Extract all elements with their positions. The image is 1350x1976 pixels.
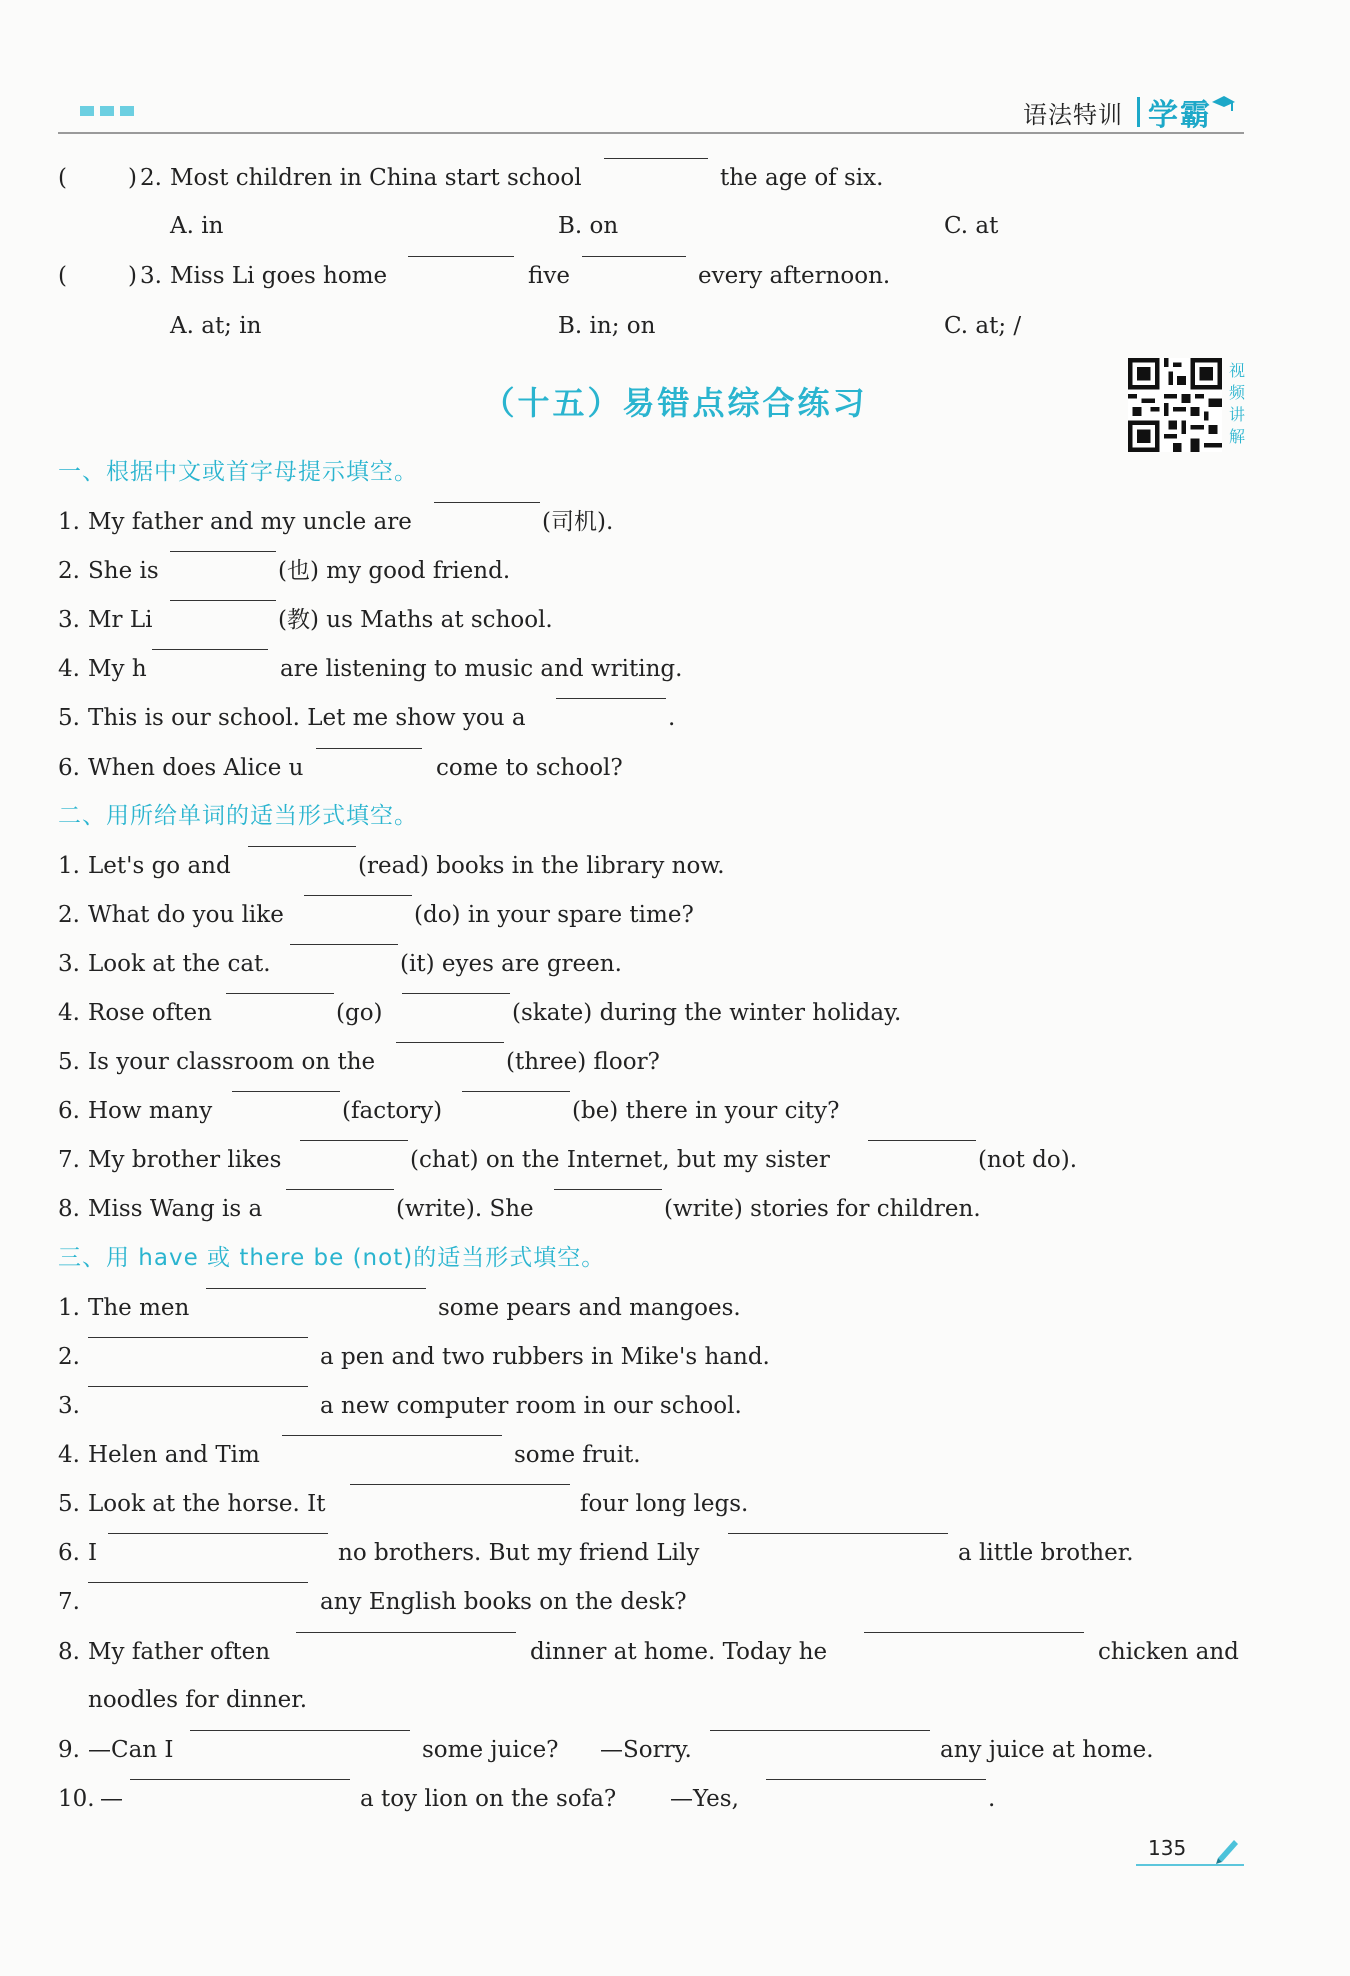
list-item: 3. Mr Li (教) us Maths at school. [0, 600, 1350, 640]
answer-blank[interactable] [170, 600, 276, 601]
answer-blank[interactable] [554, 1189, 662, 1190]
part3-heading: 三、用 have 或 there be (not)的适当形式填空。 [58, 1245, 606, 1271]
question-2: ( ) 2. Most children in China start school the age of six. [0, 158, 1350, 198]
answer-blank[interactable] [206, 1288, 426, 1289]
list-item: 2. What do you like (do) in your spare time? [0, 895, 1350, 935]
answer-blank[interactable] [190, 1730, 410, 1731]
list-item: 5. Look at the horse. It four long legs. [0, 1484, 1350, 1524]
list-item: 9. —Can I some juice? —Sorry. any juice at home. [0, 1730, 1350, 1770]
header-brand: 学霸 [1148, 98, 1212, 133]
pencil-icon [1212, 1834, 1242, 1864]
answer-blank[interactable] [170, 551, 276, 552]
list-item: 8. My father often dinner at home. Today he chicken and [0, 1632, 1350, 1672]
answer-blank[interactable] [232, 1091, 340, 1092]
list-item: 3. Look at the cat. (it) eyes are green. [0, 944, 1350, 984]
answer-blank[interactable] [864, 1632, 1084, 1633]
list-item: 10. — a toy lion on the sofa? —Yes, . [0, 1779, 1350, 1819]
list-item: 6. When does Alice u come to school? [0, 748, 1350, 788]
footer-rule [1136, 1864, 1244, 1866]
list-item: 4. Helen and Tim some fruit. [0, 1435, 1350, 1475]
answer-blank[interactable] [88, 1582, 308, 1583]
answer-blank[interactable] [604, 158, 708, 159]
list-item: 6. How many (factory) (be) there in your city? [0, 1091, 1350, 1131]
answer-blank[interactable] [766, 1779, 986, 1780]
section-title: （十五）易错点综合练习 [482, 384, 868, 422]
answer-blank[interactable] [88, 1386, 308, 1387]
list-item: 1. Let's go and (read) books in the library now. [0, 846, 1350, 886]
page-number: 135 [1148, 1836, 1187, 1860]
list-item: 8. Miss Wang is a (write). She (write) stories for children. [0, 1189, 1350, 1229]
answer-blank[interactable] [396, 1042, 504, 1043]
list-item: 1. My father and my uncle are (司机). [0, 502, 1350, 542]
answer-blank[interactable] [108, 1533, 328, 1534]
answer-blank[interactable] [286, 1189, 394, 1190]
list-item: 7. My brother likes (chat) on the Internet, but my sister (not do). [0, 1140, 1350, 1180]
page-header [58, 80, 1244, 134]
part1-heading: 一、根据中文或首字母提示填空。 [58, 459, 418, 485]
list-item: 5. Is your classroom on the (three) floor? [0, 1042, 1350, 1082]
answer-blank[interactable] [402, 993, 510, 994]
list-item: 3. a new computer room in our school. [0, 1386, 1350, 1426]
list-item: 4. Rose often (go) (skate) during the winter holiday. [0, 993, 1350, 1033]
answer-blank[interactable] [304, 895, 412, 896]
answer-blank[interactable] [434, 502, 540, 503]
list-item-continuation: noodles for dinner. [88, 1687, 308, 1713]
answer-blank[interactable] [868, 1140, 976, 1141]
header-right [1023, 90, 1236, 134]
answer-blank[interactable] [556, 698, 666, 699]
question-3-options [0, 306, 1350, 346]
option-c[interactable]: C. at [944, 213, 999, 239]
answer-blank[interactable] [300, 1140, 408, 1141]
header-divider [1137, 97, 1140, 127]
option-b[interactable]: B. in; on [558, 313, 656, 339]
answer-blank[interactable] [710, 1730, 930, 1731]
option-a[interactable]: A. in [170, 213, 224, 239]
list-item: 2. She is (也) my good friend. [0, 551, 1350, 591]
answer-blank[interactable] [152, 649, 268, 650]
list-item: 5. This is our school. Let me show you a . [0, 698, 1350, 738]
answer-blank[interactable] [226, 993, 334, 994]
answer-blank[interactable] [728, 1533, 948, 1534]
list-item: 4. My h are listening to music and writing. [0, 649, 1350, 689]
answer-blank[interactable] [248, 846, 356, 847]
qr-video-label: 视 频 讲 解 [1228, 361, 1245, 446]
answer-blank[interactable] [130, 1779, 350, 1780]
answer-blank[interactable] [296, 1632, 516, 1633]
part2-heading: 二、用所给单词的适当形式填空。 [58, 803, 418, 829]
question-2-options [0, 206, 1350, 246]
question-3: ( ) 3. Miss Li goes home five every afternoon. [0, 256, 1350, 296]
answer-blank[interactable] [462, 1091, 570, 1092]
answer-blank[interactable] [282, 1435, 502, 1436]
header-dots [80, 106, 134, 116]
answer-blank[interactable] [582, 256, 686, 257]
answer-blank[interactable] [316, 748, 422, 749]
qr-code-icon[interactable] [1128, 358, 1222, 452]
answer-blank[interactable] [350, 1484, 570, 1485]
list-item: 6. I no brothers. But my friend Lily a little brother. [0, 1533, 1350, 1573]
graduation-cap-icon [1210, 92, 1236, 118]
list-item: 1. The men some pears and mangoes. [0, 1288, 1350, 1328]
header-subtitle: 语法特训 [1023, 100, 1123, 129]
answer-blank[interactable] [408, 256, 514, 257]
option-a[interactable]: A. at; in [170, 313, 262, 339]
answer-blank[interactable] [88, 1337, 308, 1338]
option-b[interactable]: B. on [558, 213, 619, 239]
answer-blank[interactable] [290, 944, 398, 945]
list-item: 7. any English books on the desk? [0, 1582, 1350, 1622]
list-item: 2. a pen and two rubbers in Mike's hand. [0, 1337, 1350, 1377]
option-c[interactable]: C. at; / [944, 313, 1022, 339]
